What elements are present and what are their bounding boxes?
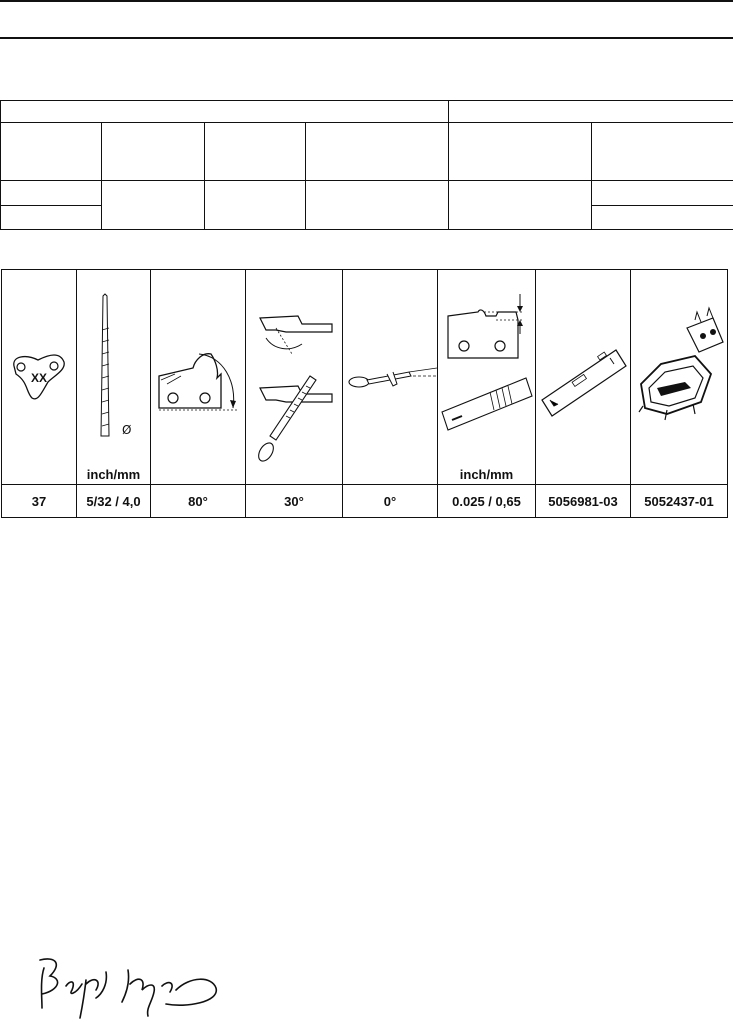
round-file-icon xyxy=(77,270,151,484)
spec-cell xyxy=(449,181,592,230)
illustration-cell xyxy=(151,270,246,485)
spec-subheader-cell xyxy=(102,123,205,181)
spec-cell xyxy=(205,181,306,230)
illustration-row xyxy=(2,270,728,485)
header-rule xyxy=(0,37,733,39)
value-cell-depth-gauge: 0.025 / 0,65 xyxy=(438,485,536,518)
spec-cell xyxy=(592,206,733,230)
value-cell-filing-gauge-part: 5052437-01 xyxy=(631,485,728,518)
spec-subheader-cell xyxy=(592,123,733,181)
spec-cell xyxy=(1,206,102,230)
sharpening-tools-table xyxy=(1,269,728,518)
filing-angle-icon xyxy=(246,270,343,484)
link-marking-label: XX xyxy=(30,371,48,385)
depth-gauge-setting-icon xyxy=(438,270,536,484)
value-cell-file-diameter: 5/32 / 4,0 xyxy=(77,485,151,518)
spec-header-row xyxy=(1,101,733,123)
spec-subheader-row xyxy=(1,123,733,181)
values-row xyxy=(2,485,728,518)
spec-subheader-cell xyxy=(306,123,449,181)
spec-subheader-cell xyxy=(1,123,102,181)
handwritten-signature-icon xyxy=(36,950,226,1020)
value-cell-gauge-tool-part: 5056981-03 xyxy=(536,485,631,518)
top-rule xyxy=(0,0,733,2)
file-unit-label: inch/mm xyxy=(86,467,141,482)
spec-cell xyxy=(102,181,205,230)
spec-header-cell xyxy=(1,101,449,123)
spec-cell xyxy=(592,181,733,206)
gauge-unit-label: inch/mm xyxy=(459,467,514,482)
illustration-cell xyxy=(438,270,536,485)
illustration-cell xyxy=(631,270,728,485)
value-cell-drive-links: 37 xyxy=(2,485,77,518)
value-cell-holder-angle: 0° xyxy=(343,485,438,518)
spec-subheader-cell xyxy=(449,123,592,181)
filing-gauge-icon xyxy=(631,270,728,484)
file-holder-angle-icon xyxy=(343,270,438,484)
value-cell-filing-angle: 30° xyxy=(246,485,343,518)
drive-link-marking-icon xyxy=(2,270,77,484)
spec-table xyxy=(0,100,733,230)
spec-cell xyxy=(1,181,102,206)
illustration-cell xyxy=(343,270,438,485)
spec-cell xyxy=(306,181,449,230)
diameter-symbol: Ø xyxy=(122,423,132,437)
spec-subheader-cell xyxy=(205,123,306,181)
illustration-cell xyxy=(536,270,631,485)
illustration-cell xyxy=(246,270,343,485)
depth-gauge-tool-icon xyxy=(536,270,631,484)
illustration-cell xyxy=(77,270,151,485)
cutter-angle-icon xyxy=(151,270,246,484)
spec-row xyxy=(1,181,733,206)
spec-header-cell xyxy=(449,101,733,123)
value-cell-cutter-angle: 80° xyxy=(151,485,246,518)
illustration-cell xyxy=(2,270,77,485)
